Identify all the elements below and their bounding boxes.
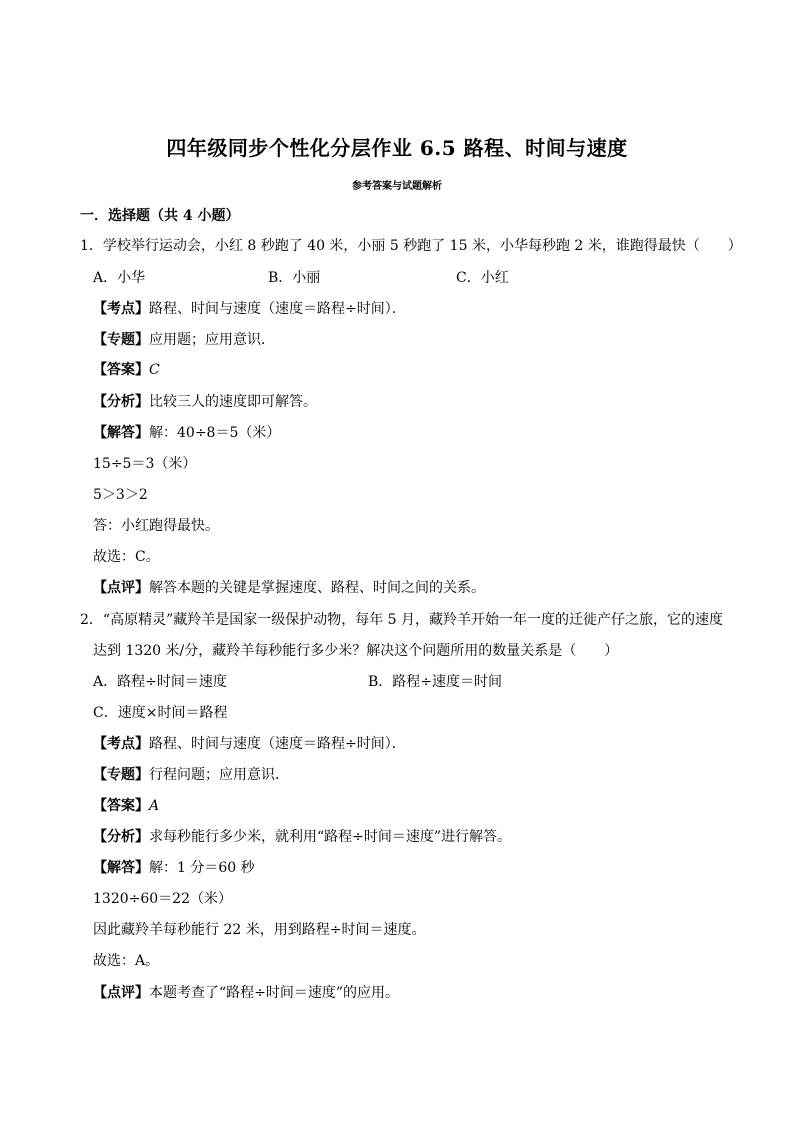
q2-stem-line2: 达到 1320 米/分，藏羚羊每秒能行多少米？解决这个问题所用的数量关系是（ ） — [93, 643, 619, 659]
q2-zhuanti — [93, 765, 289, 785]
daan-tag: 【答案】 — [93, 362, 149, 378]
q1-step-3: 答：小红跑得最快。 — [93, 518, 219, 534]
q1-option-c: C．小红 — [456, 270, 509, 286]
q2-step-3: 故选：A。 — [93, 953, 160, 969]
q2-fenxi — [93, 827, 511, 847]
q2-jieda — [93, 858, 255, 878]
q1-step-4: 故选：C。 — [93, 549, 160, 565]
q2-fenxi-text: 求每秒能行多少米，就利用“路程÷时间＝速度”进行解答。 — [149, 829, 512, 845]
dianping-tag: 【点评】 — [93, 985, 149, 1001]
dianping-tag: 【点评】 — [93, 580, 149, 596]
fenxi-tag: 【分析】 — [93, 394, 149, 410]
q2-jieda-text: 解：1 分＝60 秒 — [149, 860, 255, 876]
fenxi-tag: 【分析】 — [93, 829, 149, 845]
q2-daan — [93, 796, 159, 816]
q1-zhuanti — [93, 330, 275, 350]
q2-dianping-text: 本题考查了“路程÷时间＝速度”的应用。 — [149, 985, 400, 1001]
q1-kaodian — [93, 299, 406, 319]
q1-daan-text: C — [149, 362, 160, 378]
section-heading: 一．选择题（共 4 小题） — [80, 208, 240, 224]
q2-stem-line1: 2．“高原精灵”藏羚羊是国家一级保护动物，每年 5 月，藏羚羊开始一年一度的迁徙产仔之旅，它的速度 — [80, 612, 724, 628]
q2-kaodian-text: 路程、时间与速度（速度＝路程÷时间）． — [149, 736, 406, 752]
q1-option-a: A．小华 — [93, 270, 146, 286]
q2-dianping — [93, 983, 399, 1003]
jieda-tag: 【解答】 — [93, 425, 149, 441]
q1-daan — [93, 360, 160, 380]
q1-dianping-text: 解答本题的关键是掌握速度、路程、时间之间的关系。 — [149, 580, 485, 596]
q1-dianping — [93, 578, 485, 598]
daan-tag: 【答案】 — [93, 798, 149, 814]
page-subtitle: 参考答案与试题解析 — [352, 181, 442, 192]
q2-option-b: B．路程÷速度＝时间 — [368, 674, 503, 690]
q1-kaodian-text: 路程、时间与速度（速度＝路程÷时间）． — [149, 301, 406, 317]
q1-step-2: 5＞3＞2 — [93, 487, 148, 503]
kaodian-tag: 【考点】 — [93, 736, 149, 752]
q1-option-b: B．小丽 — [268, 270, 321, 286]
page-title: 四年级同步个性化分层作业 6.5 路程、时间与速度 — [166, 136, 628, 160]
q2-kaodian — [93, 734, 406, 754]
zhuanti-tag: 【专题】 — [93, 767, 149, 783]
q2-step-1: 1320÷60＝22（米） — [93, 891, 232, 907]
q2-daan-text: A — [149, 798, 160, 814]
q2-step-2: 因此藏羚羊每秒能行 22 米，用到路程÷时间＝速度。 — [93, 922, 426, 938]
q2-zhuanti-text: 行程问题；应用意识． — [149, 767, 289, 783]
q2-option-a: A．路程÷时间＝速度 — [93, 674, 227, 690]
q1-jieda-text: 解：40÷8＝5（米） — [149, 425, 281, 441]
jieda-tag: 【解答】 — [93, 860, 149, 876]
q1-zhuanti-text: 应用题；应用意识． — [149, 332, 275, 348]
q1-fenxi — [93, 392, 317, 412]
q1-jieda — [93, 423, 280, 443]
q1-stem: 1．学校举行运动会，小红 8 秒跑了 40 米，小丽 5 秒跑了 15 米，小华每秒跑 2 米，谁跑得最快（ ） — [80, 238, 742, 254]
kaodian-tag: 【考点】 — [93, 301, 149, 317]
q2-option-c: C．速度×时间＝路程 — [93, 705, 228, 721]
zhuanti-tag: 【专题】 — [93, 332, 149, 348]
q1-step-1: 15÷5＝3（米） — [93, 456, 197, 472]
q1-fenxi-text: 比较三人的速度即可解答。 — [149, 394, 317, 410]
